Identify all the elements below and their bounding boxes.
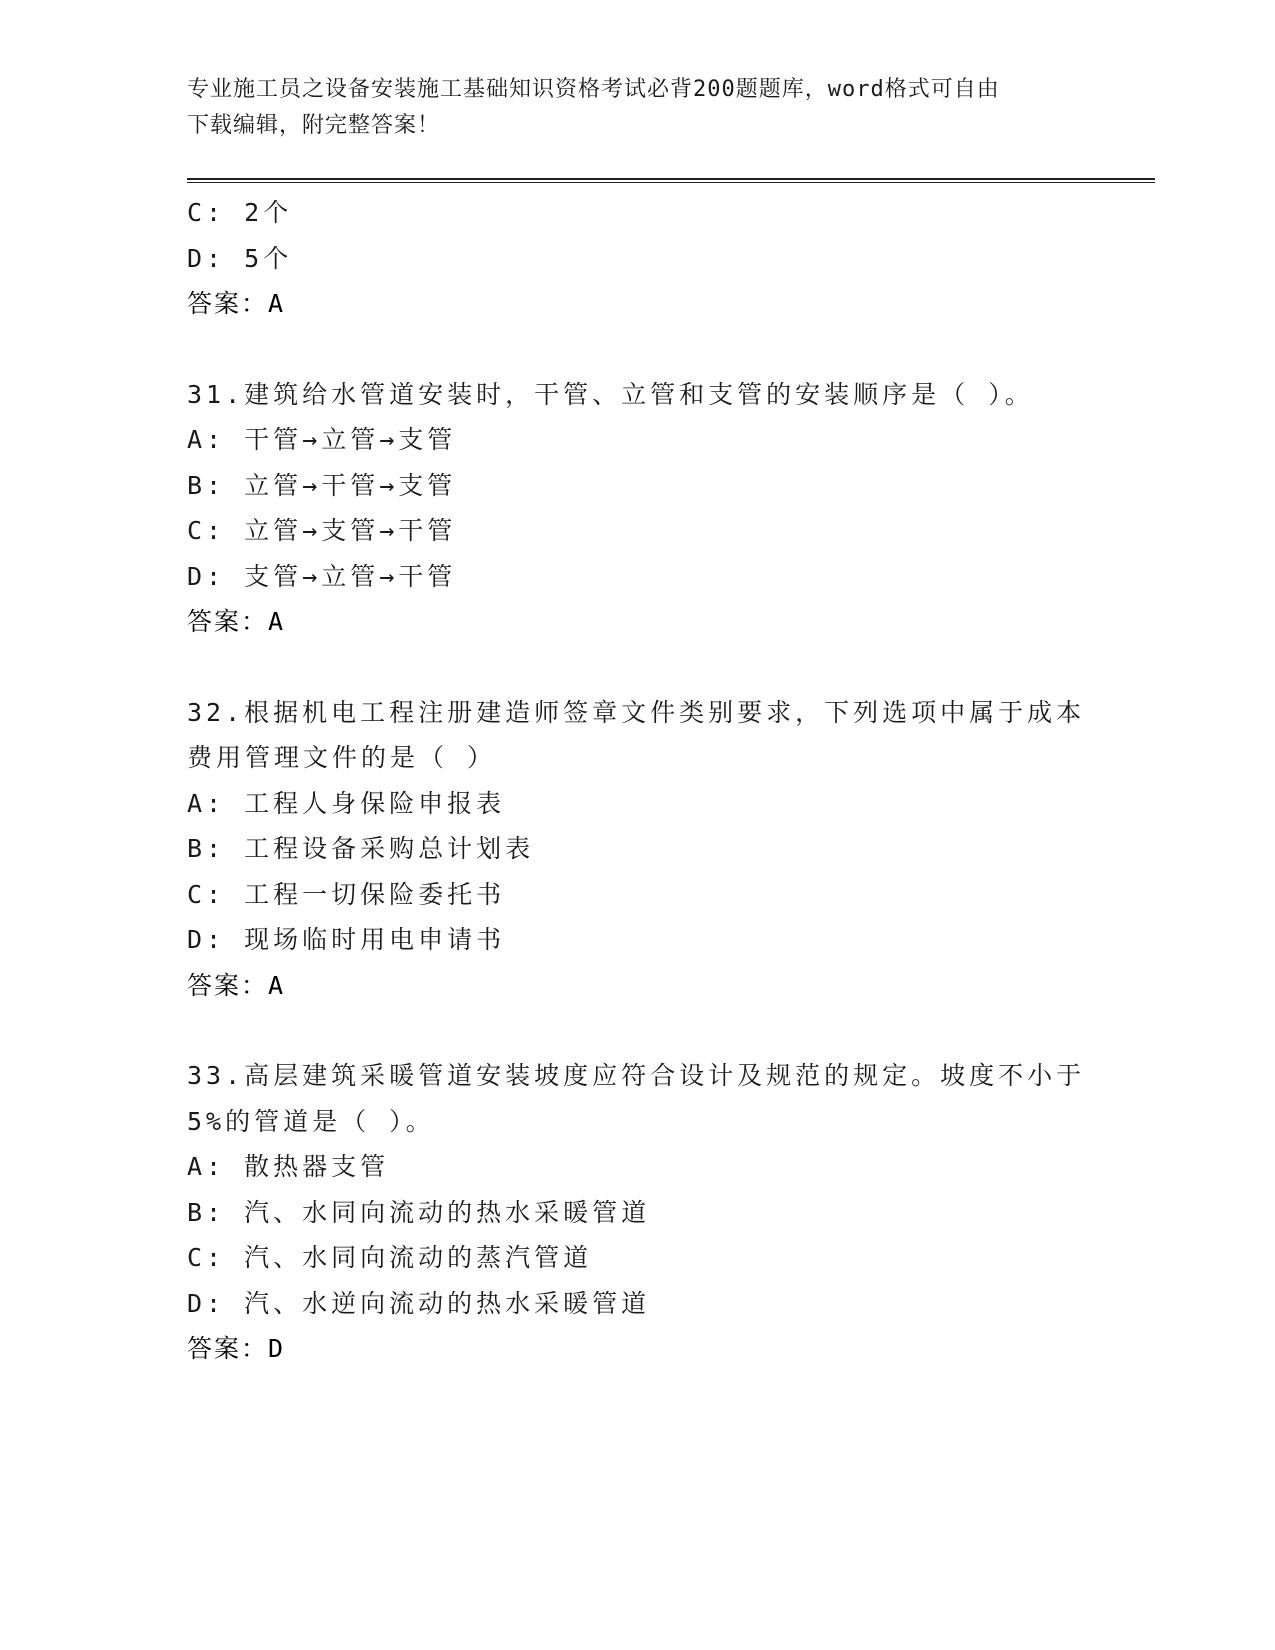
option-b: B: 工程设备采购总计划表 bbox=[187, 834, 535, 863]
answer: 答案：D bbox=[187, 1334, 286, 1363]
question-list bbox=[187, 190, 1087, 1372]
answer: 答案：A bbox=[187, 970, 286, 1000]
question-stem-line-2: 费用管理文件的是（ ） bbox=[187, 743, 497, 772]
option-d: D: 支管→立管→干管 bbox=[187, 561, 457, 591]
option-c: C: 汽、水同向流动的蒸汽管道 bbox=[187, 1243, 593, 1272]
answer: 答案：A bbox=[187, 607, 286, 636]
option-a: A: 干管→立管→支管 bbox=[187, 425, 457, 454]
header-divider bbox=[187, 178, 1155, 183]
option-a: A: 散热器支管 bbox=[187, 1152, 390, 1181]
option-b: B: 汽、水同向流动的热水采暖管道 bbox=[187, 1197, 651, 1227]
question-31 bbox=[187, 372, 1087, 645]
answer: 答案：A bbox=[187, 289, 286, 318]
option-c: C: 立管→支管→干管 bbox=[187, 516, 457, 545]
header-line-2: 下载编辑，附完整答案！ bbox=[187, 113, 441, 138]
document-header bbox=[187, 72, 1087, 144]
option-d: D: 汽、水逆向流动的热水采暖管道 bbox=[187, 1288, 651, 1318]
option-c: C: 工程一切保险委托书 bbox=[187, 879, 506, 909]
question-stem-line-1: 32.根据机电工程注册建造师签章文件类别要求，下列选项中属于成本 bbox=[187, 697, 1086, 727]
option-d: D: 现场临时用电申请书 bbox=[187, 925, 506, 954]
previous-question-tail bbox=[187, 190, 1087, 327]
question-stem-line-1: 33.高层建筑采暖管道安装坡度应符合设计及规范的规定。坡度不小于 bbox=[187, 1061, 1086, 1090]
option-b: B: 立管→干管→支管 bbox=[187, 470, 457, 500]
header-line-1: 专业施工员之设备安装施工基础知识资格考试必背200题题库，word格式可自由 bbox=[187, 77, 1000, 102]
question-stem: 31.建筑给水管道安装时，干管、立管和支管的安装顺序是（ ）。 bbox=[187, 379, 1034, 409]
document-page bbox=[187, 0, 1157, 1650]
option-c: C: 2个 bbox=[187, 198, 293, 227]
option-d: D: 5个 bbox=[187, 243, 293, 273]
question-33 bbox=[187, 1053, 1087, 1372]
option-a: A: 工程人身保险申报表 bbox=[187, 788, 506, 818]
question-stem-line-2: 5%的管道是（ ）。 bbox=[187, 1106, 435, 1136]
question-32 bbox=[187, 690, 1087, 1009]
